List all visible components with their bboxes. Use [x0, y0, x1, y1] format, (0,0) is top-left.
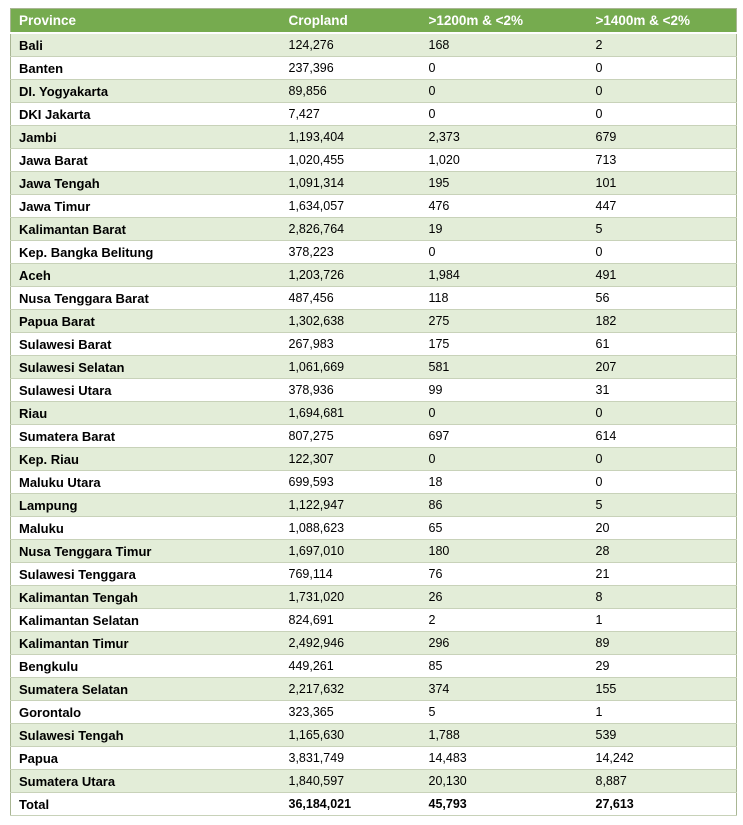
- table-row: [11, 379, 737, 402]
- value-cell: 155: [588, 678, 737, 701]
- table-row: [11, 701, 737, 724]
- value-cell: 1: [588, 701, 737, 724]
- province-cell: Bali: [11, 33, 281, 57]
- total-row: [11, 793, 737, 816]
- province-cell: Jawa Barat: [11, 149, 281, 172]
- province-cell: Kalimantan Timur: [11, 632, 281, 655]
- value-cell: 2,373: [421, 126, 588, 149]
- value-cell: 1,697,010: [281, 540, 421, 563]
- column-header-1200m: >1200m & <2%: [421, 9, 588, 34]
- province-cell: Sulawesi Selatan: [11, 356, 281, 379]
- province-cell: Maluku: [11, 517, 281, 540]
- value-cell: 0: [588, 80, 737, 103]
- value-cell: 29: [588, 655, 737, 678]
- value-cell: 28: [588, 540, 737, 563]
- province-cell: Lampung: [11, 494, 281, 517]
- value-cell: 267,983: [281, 333, 421, 356]
- value-cell: 0: [588, 241, 737, 264]
- value-cell: 323,365: [281, 701, 421, 724]
- value-cell: 1,088,623: [281, 517, 421, 540]
- value-cell: 1,122,947: [281, 494, 421, 517]
- value-cell: 1,731,020: [281, 586, 421, 609]
- value-cell: 1,984: [421, 264, 588, 287]
- value-cell: 2,217,632: [281, 678, 421, 701]
- value-cell: 1: [588, 609, 737, 632]
- value-cell: 378,223: [281, 241, 421, 264]
- value-cell: 1,193,404: [281, 126, 421, 149]
- table-row: [11, 402, 737, 425]
- value-cell: 1,165,630: [281, 724, 421, 747]
- value-cell: 0: [421, 80, 588, 103]
- table-row: [11, 172, 737, 195]
- table-body: [11, 33, 737, 793]
- value-cell: 769,114: [281, 563, 421, 586]
- table-row: [11, 264, 737, 287]
- province-cell: Bengkulu: [11, 655, 281, 678]
- table-row: [11, 609, 737, 632]
- value-cell: 1,634,057: [281, 195, 421, 218]
- value-cell: 124,276: [281, 33, 421, 57]
- table-row: [11, 149, 737, 172]
- province-cell: Kalimantan Tengah: [11, 586, 281, 609]
- value-cell: 449,261: [281, 655, 421, 678]
- value-cell: 180: [421, 540, 588, 563]
- value-cell: 0: [421, 448, 588, 471]
- value-cell: 0: [588, 471, 737, 494]
- value-cell: 56: [588, 287, 737, 310]
- table-row: [11, 241, 737, 264]
- table-row: [11, 655, 737, 678]
- province-cell: Papua: [11, 747, 281, 770]
- table-row: [11, 678, 737, 701]
- value-cell: 76: [421, 563, 588, 586]
- table-row: [11, 471, 737, 494]
- value-cell: 378,936: [281, 379, 421, 402]
- value-cell: 491: [588, 264, 737, 287]
- value-cell: 85: [421, 655, 588, 678]
- value-cell: 1,302,638: [281, 310, 421, 333]
- province-cell: Kep. Riau: [11, 448, 281, 471]
- value-cell: 374: [421, 678, 588, 701]
- value-cell: 175: [421, 333, 588, 356]
- table-row: [11, 287, 737, 310]
- value-cell: 18: [421, 471, 588, 494]
- province-cell: DKI Jakarta: [11, 103, 281, 126]
- value-cell: 19: [421, 218, 588, 241]
- province-cell: Riau: [11, 402, 281, 425]
- table-row: [11, 218, 737, 241]
- province-cell: Jawa Tengah: [11, 172, 281, 195]
- province-cell: Sulawesi Tengah: [11, 724, 281, 747]
- table-row: [11, 103, 737, 126]
- table-row: [11, 126, 737, 149]
- table-row: [11, 563, 737, 586]
- total-1200m: 45,793: [421, 793, 588, 816]
- table-row: [11, 195, 737, 218]
- column-header-1400m: >1400m & <2%: [588, 9, 737, 34]
- value-cell: 61: [588, 333, 737, 356]
- province-cell: Sumatera Selatan: [11, 678, 281, 701]
- value-cell: 99: [421, 379, 588, 402]
- value-cell: 697: [421, 425, 588, 448]
- value-cell: 1,203,726: [281, 264, 421, 287]
- province-cell: Papua Barat: [11, 310, 281, 333]
- province-cell: Sumatera Barat: [11, 425, 281, 448]
- value-cell: 581: [421, 356, 588, 379]
- table-row: [11, 540, 737, 563]
- value-cell: 237,396: [281, 57, 421, 80]
- value-cell: 118: [421, 287, 588, 310]
- value-cell: 20: [588, 517, 737, 540]
- table-row: [11, 448, 737, 471]
- value-cell: 5: [421, 701, 588, 724]
- value-cell: 1,020,455: [281, 149, 421, 172]
- value-cell: 1,840,597: [281, 770, 421, 793]
- table-row: [11, 747, 737, 770]
- value-cell: 713: [588, 149, 737, 172]
- value-cell: 824,691: [281, 609, 421, 632]
- table-row: [11, 586, 737, 609]
- value-cell: 807,275: [281, 425, 421, 448]
- value-cell: 89: [588, 632, 737, 655]
- province-cell: DI. Yogyakarta: [11, 80, 281, 103]
- province-cell: Kalimantan Selatan: [11, 609, 281, 632]
- value-cell: 168: [421, 33, 588, 57]
- value-cell: 275: [421, 310, 588, 333]
- table-row: [11, 310, 737, 333]
- value-cell: 0: [421, 57, 588, 80]
- value-cell: 699,593: [281, 471, 421, 494]
- total-1400m: 27,613: [588, 793, 737, 816]
- value-cell: 195: [421, 172, 588, 195]
- value-cell: 7,427: [281, 103, 421, 126]
- table-row: [11, 724, 737, 747]
- province-cell: Sulawesi Tenggara: [11, 563, 281, 586]
- value-cell: 1,020: [421, 149, 588, 172]
- province-cropland-table: [10, 8, 737, 816]
- total-label: Total: [11, 793, 281, 816]
- table-row: [11, 425, 737, 448]
- value-cell: 3,831,749: [281, 747, 421, 770]
- province-cell: Kalimantan Barat: [11, 218, 281, 241]
- table-row: [11, 494, 737, 517]
- value-cell: 65: [421, 517, 588, 540]
- value-cell: 89,856: [281, 80, 421, 103]
- header-row: [11, 9, 737, 34]
- province-cell: Jawa Timur: [11, 195, 281, 218]
- value-cell: 26: [421, 586, 588, 609]
- value-cell: 122,307: [281, 448, 421, 471]
- province-cell: Gorontalo: [11, 701, 281, 724]
- value-cell: 0: [588, 57, 737, 80]
- value-cell: 0: [421, 241, 588, 264]
- value-cell: 14,242: [588, 747, 737, 770]
- value-cell: 2,826,764: [281, 218, 421, 241]
- province-cell: Sulawesi Utara: [11, 379, 281, 402]
- province-cell: Nusa Tenggara Barat: [11, 287, 281, 310]
- value-cell: 207: [588, 356, 737, 379]
- province-cell: Sulawesi Barat: [11, 333, 281, 356]
- table-row: [11, 333, 737, 356]
- province-cell: Maluku Utara: [11, 471, 281, 494]
- value-cell: 0: [421, 402, 588, 425]
- value-cell: 1,694,681: [281, 402, 421, 425]
- province-cell: Kep. Bangka Belitung: [11, 241, 281, 264]
- table-row: [11, 517, 737, 540]
- value-cell: 2: [588, 33, 737, 57]
- value-cell: 1,091,314: [281, 172, 421, 195]
- value-cell: 21: [588, 563, 737, 586]
- table-row: [11, 57, 737, 80]
- value-cell: 20,130: [421, 770, 588, 793]
- value-cell: 5: [588, 218, 737, 241]
- value-cell: 296: [421, 632, 588, 655]
- value-cell: 8,887: [588, 770, 737, 793]
- value-cell: 1,788: [421, 724, 588, 747]
- province-cell: Jambi: [11, 126, 281, 149]
- value-cell: 2: [421, 609, 588, 632]
- value-cell: 86: [421, 494, 588, 517]
- column-header-cropland: Cropland: [281, 9, 421, 34]
- value-cell: 8: [588, 586, 737, 609]
- value-cell: 447: [588, 195, 737, 218]
- column-header-province: Province: [11, 9, 281, 34]
- cropland-table-container: [10, 8, 737, 816]
- value-cell: 31: [588, 379, 737, 402]
- table-row: [11, 632, 737, 655]
- value-cell: 487,456: [281, 287, 421, 310]
- total-cropland: 36,184,021: [281, 793, 421, 816]
- value-cell: 679: [588, 126, 737, 149]
- value-cell: 539: [588, 724, 737, 747]
- value-cell: 0: [588, 448, 737, 471]
- value-cell: 101: [588, 172, 737, 195]
- value-cell: 1,061,669: [281, 356, 421, 379]
- value-cell: 476: [421, 195, 588, 218]
- province-cell: Banten: [11, 57, 281, 80]
- table-row: [11, 33, 737, 57]
- value-cell: 0: [588, 402, 737, 425]
- value-cell: 614: [588, 425, 737, 448]
- table-row: [11, 80, 737, 103]
- province-cell: Aceh: [11, 264, 281, 287]
- province-cell: Sumatera Utara: [11, 770, 281, 793]
- province-cell: Nusa Tenggara Timur: [11, 540, 281, 563]
- value-cell: 2,492,946: [281, 632, 421, 655]
- value-cell: 182: [588, 310, 737, 333]
- value-cell: 14,483: [421, 747, 588, 770]
- table-row: [11, 770, 737, 793]
- value-cell: 0: [421, 103, 588, 126]
- value-cell: 0: [588, 103, 737, 126]
- table-row: [11, 356, 737, 379]
- value-cell: 5: [588, 494, 737, 517]
